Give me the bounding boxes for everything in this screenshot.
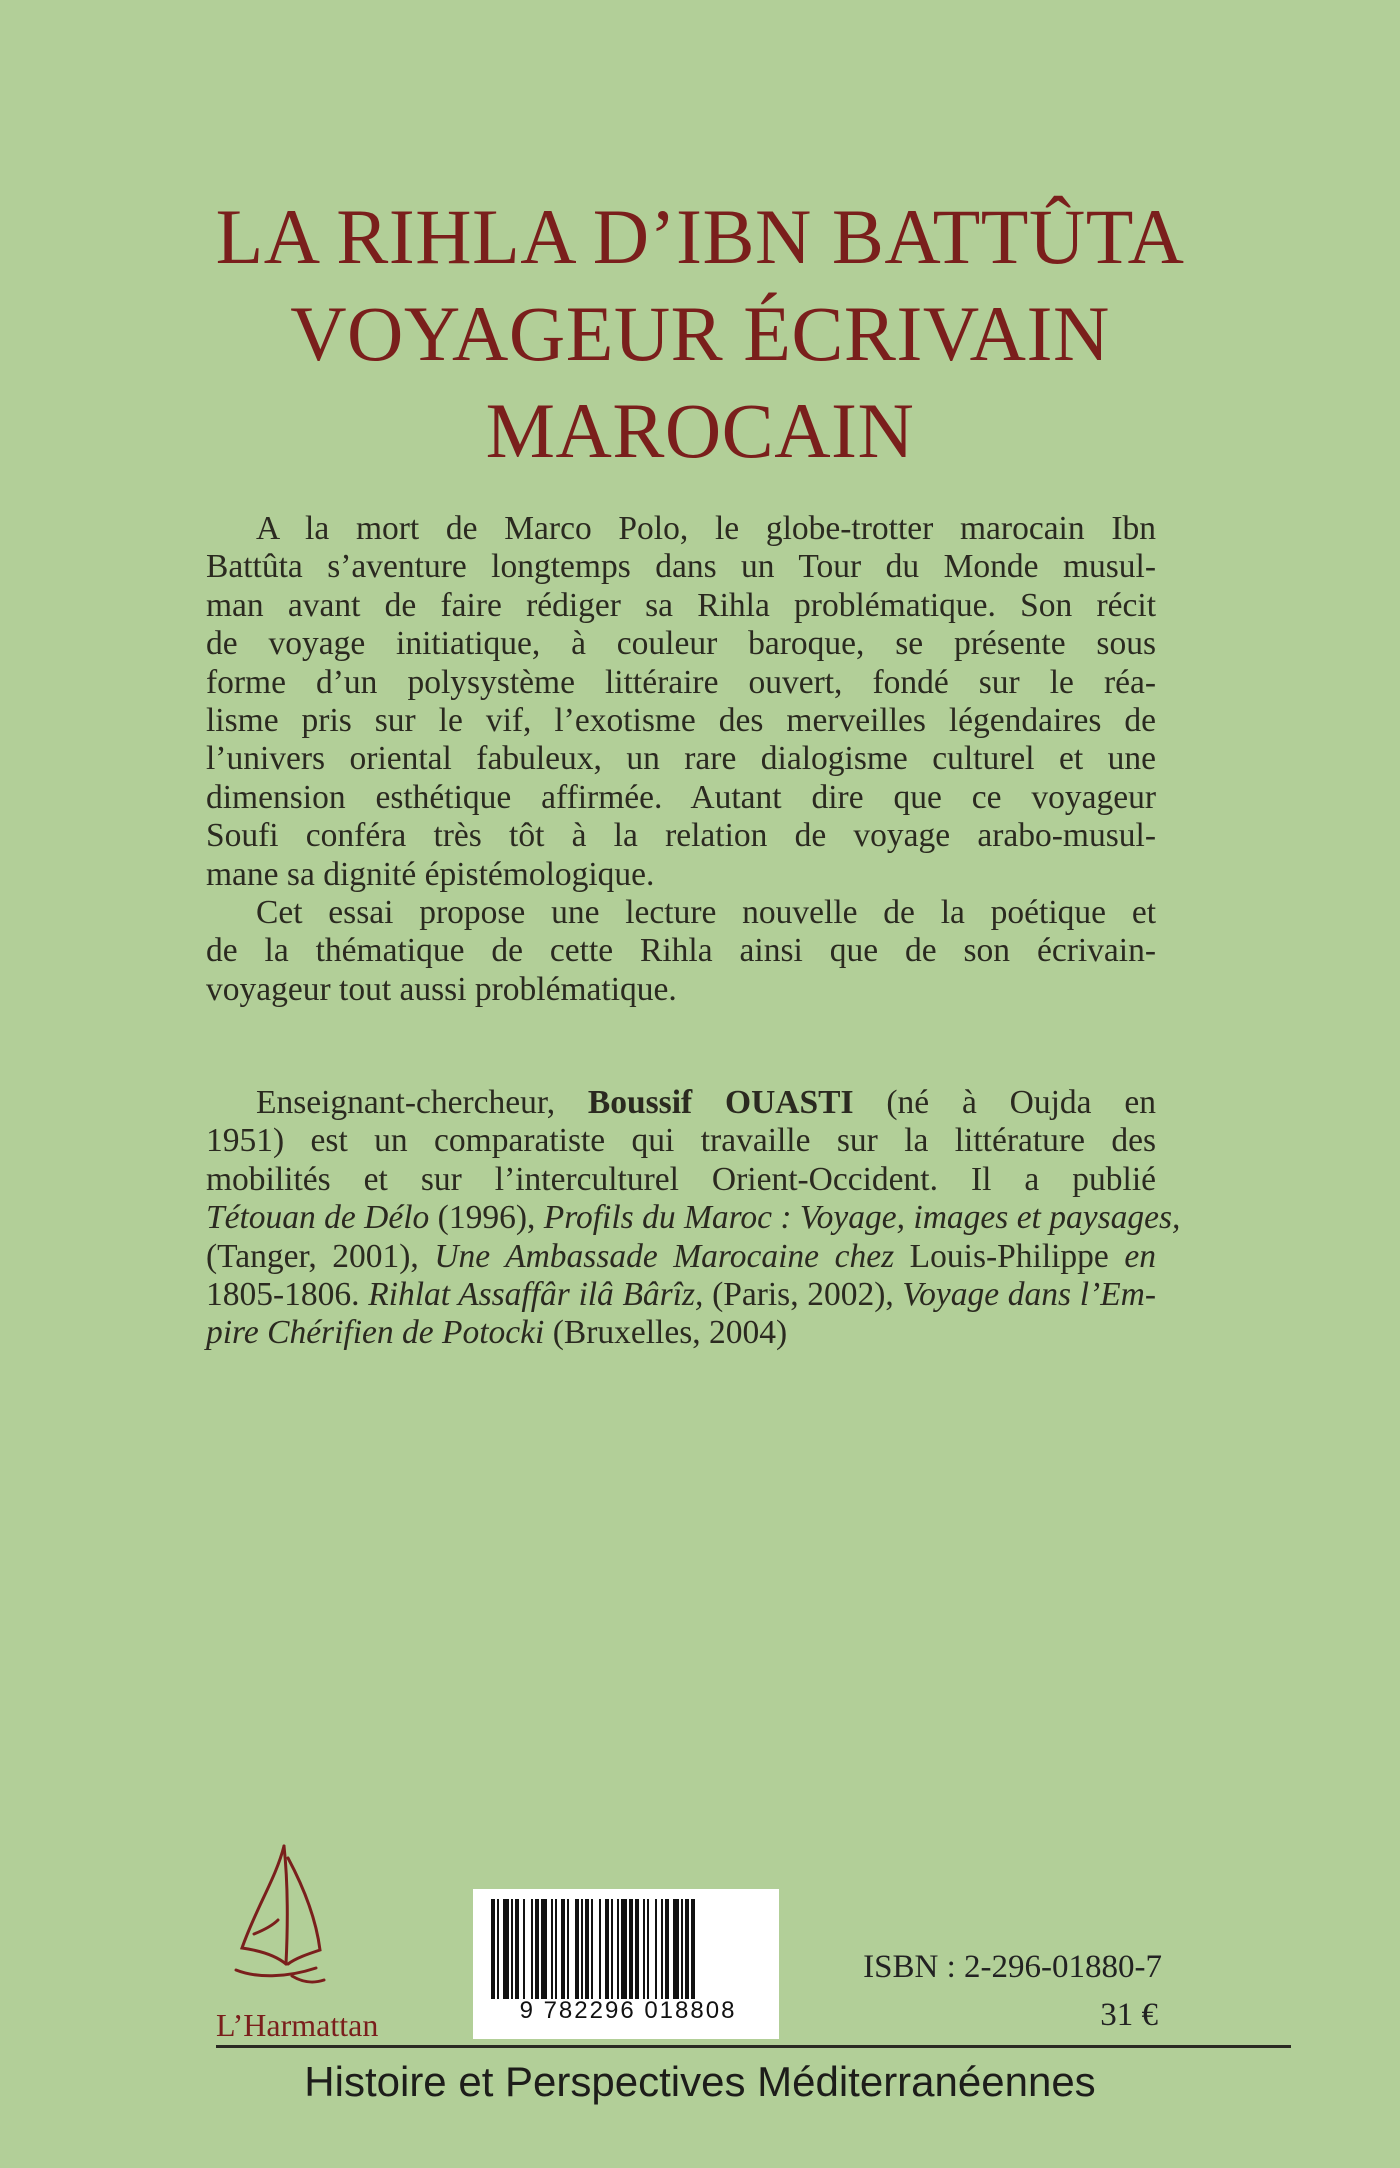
- author-bio: [206, 1084, 1181, 1353]
- barcode-bar: [567, 1899, 569, 1999]
- divider: [216, 2045, 1291, 2048]
- barcode-bar: [531, 1899, 533, 1999]
- barcode-bar: [629, 1899, 633, 1999]
- barcode-bar: [635, 1899, 639, 1999]
- barcode-bar: [581, 1899, 583, 1999]
- barcode-bar: [523, 1899, 525, 1999]
- bio-line: mobilités et sur l’interculturel Orient-Occident. Il a publié: [206, 1160, 1156, 1198]
- publisher-logo: [216, 1838, 416, 2038]
- description-line: Cet essai propose une lecture nouvelle de la poétique et: [256, 894, 1156, 932]
- book-ref: Tétouan de Délo: [206, 1199, 430, 1237]
- barcode-bar: [591, 1899, 593, 1999]
- barcode-bar: [515, 1899, 519, 1999]
- series-title: Histoire et Perspectives Méditerranéennes: [304, 2058, 1096, 2105]
- barcode-bar: [621, 1899, 627, 1999]
- description-line: de voyage initiatique, à couleur baroque, se présente sous: [206, 625, 1156, 663]
- barcode-bar: [551, 1899, 553, 1999]
- title-line-3: MAROCAIN: [485, 387, 915, 474]
- barcode-bar: [555, 1899, 557, 1999]
- barcode-bars: [487, 1899, 765, 1999]
- barcode-bar: [655, 1899, 657, 1999]
- barcode-bar: [661, 1899, 663, 1999]
- publisher-name: L’Harmattan: [216, 2007, 379, 2038]
- book-description: [206, 510, 1156, 1009]
- description-line: mane sa dignité épistémologique.: [206, 855, 655, 893]
- barcode-bar: [691, 1899, 695, 1999]
- description-line: forme d’un polysystème littéraire ouvert, fondé sur le réa-: [206, 663, 1156, 701]
- barcode-bar: [497, 1899, 499, 1999]
- book-ref: Voyage dans l’Em-: [902, 1276, 1157, 1314]
- bio-line: [206, 1238, 1156, 1276]
- barcode-bar: [605, 1899, 609, 1999]
- bio-text: (Paris, 2002),: [703, 1276, 903, 1314]
- barcode-bar: [599, 1899, 601, 1999]
- book-ref: Profils du Maroc : Voyage, images et paysages,: [543, 1199, 1181, 1237]
- bio-line: [206, 1084, 1156, 1122]
- bio-text: (Tanger, 2001),: [206, 1237, 435, 1275]
- book-ref: en: [1124, 1237, 1156, 1275]
- barcode-bar: [541, 1899, 547, 1999]
- title-line-2: VOYAGEUR ÉCRIVAIN: [290, 290, 1110, 377]
- barcode-bar: [575, 1899, 579, 1999]
- barcode-bar: [491, 1899, 495, 1999]
- book-ref: pire Chérifien de Potocki: [206, 1314, 545, 1352]
- price: 31 €: [1100, 1997, 1158, 2033]
- bio-text: (né à Oujda en: [853, 1084, 1156, 1121]
- bio-text: Louis-Philippe: [894, 1237, 1125, 1275]
- barcode-bar: [665, 1899, 669, 1999]
- isbn: ISBN : 2-296-01880-7: [863, 1949, 1162, 1985]
- barcode-bar: [585, 1899, 589, 1999]
- bio-line: [206, 1314, 1156, 1352]
- barcode-bar: [611, 1899, 613, 1999]
- bio-text: 1805-1806.: [206, 1276, 369, 1314]
- bio-text: (Bruxelles, 2004): [544, 1314, 788, 1352]
- title-line-1: LA RIHLA D’IBN BATTÛTA: [215, 193, 1185, 280]
- barcode-bar: [685, 1899, 689, 1999]
- bio-line: [206, 1276, 1156, 1314]
- description-line: Battûta s’aventure longtemps dans un Tour du Monde musul-: [206, 548, 1156, 586]
- book-title: [0, 188, 1400, 479]
- barcode: [473, 1889, 779, 2039]
- description-line: Soufi conféra très tôt à la relation de voyage arabo-musul-: [206, 817, 1156, 855]
- description-line: man avant de faire rédiger sa Rihla problématique. Son récit: [206, 586, 1156, 624]
- description-line: A la mort de Marco Polo, le globe-trotter marocain Ibn: [256, 510, 1156, 547]
- bio-line: [206, 1199, 1181, 1237]
- author-name: Boussif OUASTI: [587, 1084, 854, 1121]
- sailboat-icon: [216, 1838, 416, 2038]
- barcode-bar: [643, 1899, 645, 1999]
- barcode-number: 9 782296 018808: [519, 1997, 737, 2024]
- bio-text: (1996),: [429, 1199, 544, 1237]
- barcode-bar: [647, 1899, 649, 1999]
- barcode-bar: [681, 1899, 683, 1999]
- bio-line: 1951) est un comparatiste qui travaille sur la littérature des: [206, 1122, 1156, 1160]
- book-ref: Rihlat Assaffâr ilâ Bârîz,: [368, 1276, 704, 1314]
- description-line: dimension esthétique affirmée. Autant dire que ce voyageur: [206, 778, 1156, 816]
- barcode-bar: [673, 1899, 679, 1999]
- description-line: de la thématique de cette Rihla ainsi que de son écrivain-: [206, 932, 1156, 970]
- bio-text: Enseignant-chercheur,: [256, 1084, 588, 1121]
- description-line: lisme pris sur le vif, l’exotisme des merveilles légendaires de: [206, 702, 1156, 740]
- description-line: voyageur tout aussi problématique.: [206, 970, 677, 1008]
- description-line: l’univers oriental fabuleux, un rare dialogisme culturel et une: [206, 740, 1156, 778]
- barcode-bar: [511, 1899, 513, 1999]
- book-ref: Une Ambassade Marocaine chez: [434, 1237, 895, 1275]
- barcode-bar: [617, 1899, 619, 1999]
- barcode-bar: [535, 1899, 539, 1999]
- barcode-bar: [561, 1899, 565, 1999]
- barcode-bar: [503, 1899, 509, 1999]
